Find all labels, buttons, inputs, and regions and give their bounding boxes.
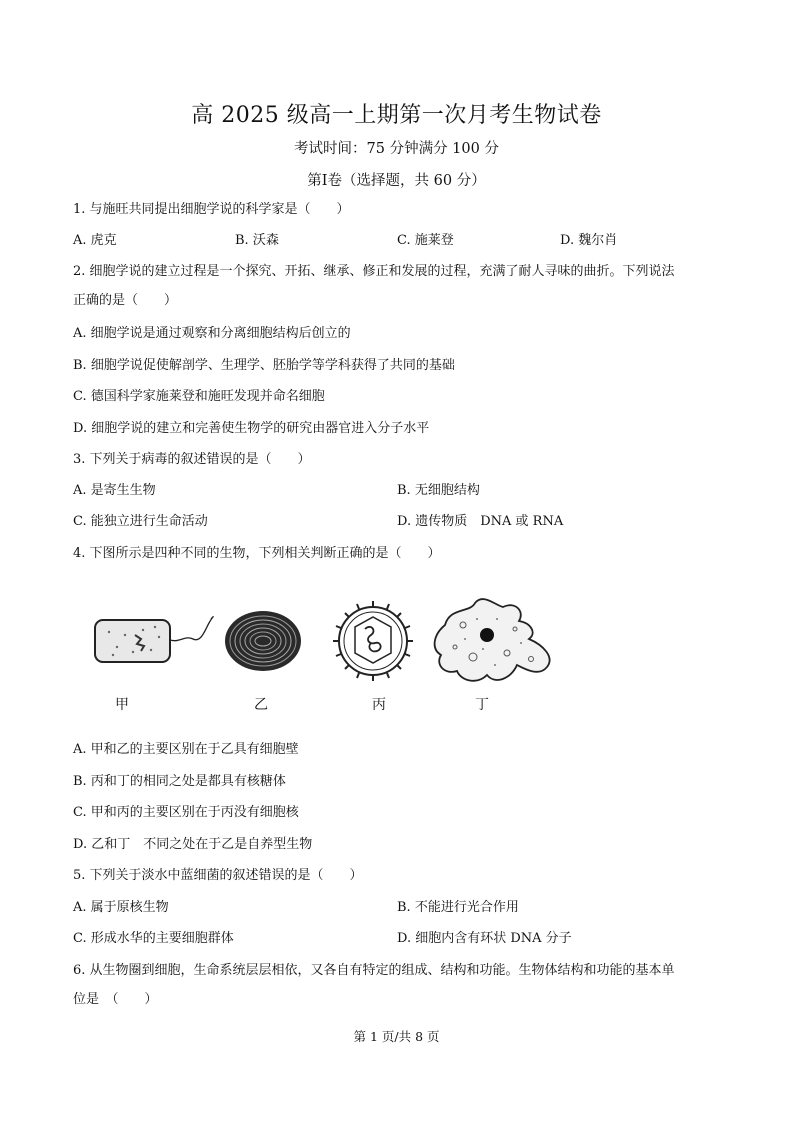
figure-label-ding: 丁 bbox=[475, 697, 489, 713]
q4-option-a: A. 甲和乙的主要区别在于乙具有细胞壁 bbox=[73, 742, 299, 757]
q2-stem-line1: 2. 细胞学说的建立过程是一个探究、开拓、继承、修正和发展的过程，充满了耐人寻味的曲折。下列说法 bbox=[73, 264, 675, 279]
q3-option-b: B. 无细胞结构 bbox=[397, 483, 480, 498]
q4-option-b: B. 丙和丁的相同之处是都具有核糖体 bbox=[73, 774, 286, 789]
q2-stem-line2: 正确的是（ ） bbox=[73, 293, 178, 308]
q3-option-c: C. 能独立进行生命活动 bbox=[73, 514, 208, 529]
q3-option-a: A. 是寄生生物 bbox=[73, 483, 156, 498]
q4-stem: 4. 下图所示是四种不同的生物，下列相关判断正确的是（ ） bbox=[73, 546, 441, 561]
q5-option-b: B. 不能进行光合作用 bbox=[397, 900, 519, 915]
q1-stem: 1. 与施旺共同提出细胞学说的科学家是（ ） bbox=[73, 202, 350, 217]
q3-option-d: D. 遗传物质 DNA 或 RNA bbox=[397, 514, 564, 529]
q1-option-d: D. 魏尔肖 bbox=[560, 233, 618, 248]
q3-options-row1 bbox=[73, 482, 723, 500]
exam-title: 高 2025 级高一上期第一次月考生物试卷 bbox=[191, 103, 602, 128]
q4-option-d: D. 乙和丁 不同之处在于乙是自养型生物 bbox=[73, 837, 313, 852]
layered-cell-illustration bbox=[225, 611, 301, 671]
q5-stem: 5. 下列关于淡水中蓝细菌的叙述错误的是（ ） bbox=[73, 868, 363, 883]
q6-stem-line2: 位是 （ ） bbox=[73, 992, 158, 1007]
bacterium-illustration bbox=[95, 617, 213, 662]
section-heading: 第Ⅰ卷（选择题，共 60 分） bbox=[307, 173, 486, 189]
q5-option-d: D. 细胞内含有环状 DNA 分子 bbox=[397, 931, 572, 946]
q5-option-c: C. 形成水华的主要细胞群体 bbox=[73, 931, 234, 946]
q6-stem-line1: 6. 从生物圈到细胞，生命系统层层相依，又各自有特定的组成、结构和功能。生物体结构和功能的基本单 bbox=[73, 963, 675, 978]
figure-label-yi: 乙 bbox=[254, 697, 268, 713]
amoeba-illustration bbox=[435, 599, 550, 681]
q1-option-b: B. 沃森 bbox=[235, 233, 279, 248]
q5-option-a: A. 属于原核生物 bbox=[73, 900, 169, 915]
virus-illustration bbox=[333, 601, 413, 681]
q5-options-row2 bbox=[73, 930, 723, 948]
figure-label-jia: 甲 bbox=[115, 697, 129, 713]
figure-label-bing: 丙 bbox=[372, 697, 386, 713]
q3-options-row2 bbox=[73, 513, 723, 531]
page-number: 第 1 页/共 8 页 bbox=[353, 1029, 440, 1044]
q1-option-a: A. 虎克 bbox=[73, 233, 117, 248]
q1-option-c: C. 施莱登 bbox=[397, 233, 454, 248]
q2-option-c: C. 德国科学家施莱登和施旺发现并命名细胞 bbox=[73, 389, 325, 404]
organisms-figure bbox=[85, 595, 575, 695]
q3-stem: 3. 下列关于病毒的叙述错误的是（ ） bbox=[73, 452, 311, 467]
q1-options bbox=[73, 232, 723, 250]
q2-option-a: A. 细胞学说是通过观察和分离细胞结构后创立的 bbox=[73, 326, 351, 341]
exam-info: 考试时间：75 分钟满分 100 分 bbox=[294, 141, 499, 157]
q2-option-d: D. 细胞学说的建立和完善使生物学的研究由器官进入分子水平 bbox=[73, 421, 430, 436]
q4-option-c: C. 甲和丙的主要区别在于丙没有细胞核 bbox=[73, 805, 299, 820]
q2-option-b: B. 细胞学说促使解剖学、生理学、胚胎学等学科获得了共同的基础 bbox=[73, 358, 455, 373]
q5-options-row1 bbox=[73, 899, 723, 917]
